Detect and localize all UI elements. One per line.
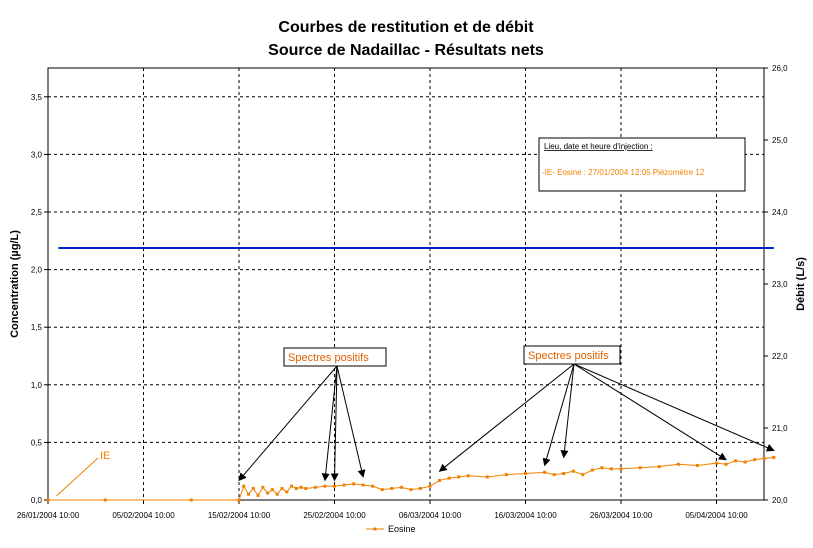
y2-axis-label: Débit (L/s)	[795, 257, 807, 311]
x-tick-label: 06/03/2004 10:00	[398, 511, 462, 520]
eosine-point	[247, 493, 250, 496]
y-axis-ticks	[31, 93, 48, 505]
eosine-point	[505, 473, 508, 476]
eosine-point	[190, 499, 193, 502]
eosine-point	[381, 488, 384, 491]
y-tick-label: 0,5	[30, 438, 42, 448]
eosine-point	[409, 488, 412, 491]
x-tick-label: 25/02/2004 10:00	[303, 511, 366, 520]
eosine-point	[290, 485, 293, 488]
eosine-point	[753, 458, 756, 461]
y-tick-label: 0,0	[30, 496, 42, 505]
x-tick-label: 26/01/2004 10:00	[16, 511, 80, 520]
eosine-point	[276, 493, 279, 496]
eosine-point	[257, 494, 260, 497]
x-axis-ticks	[17, 500, 748, 520]
eosine-point	[323, 485, 326, 488]
injection-box-title: Lieu, date et heure d'injection :	[544, 142, 653, 151]
eosine-point	[252, 487, 255, 490]
eosine-point	[333, 485, 336, 488]
eosine-point	[763, 457, 766, 460]
y2-tick-label: 22,0	[772, 352, 788, 361]
eosine-point	[600, 466, 603, 469]
eosine-point	[400, 486, 403, 489]
eosine-point	[300, 486, 303, 489]
eosine-point	[639, 466, 642, 469]
y-tick-label: 3,0	[30, 150, 42, 160]
eosine-point	[280, 487, 283, 490]
annotation-label: Spectres positifs	[288, 352, 369, 364]
eosine-point	[457, 475, 460, 478]
y-tick-label: 1,5	[30, 323, 42, 333]
eosine-point	[238, 499, 241, 502]
y2-tick-label: 23,0	[772, 280, 788, 289]
legend-swatch-marker	[374, 528, 377, 531]
eosine-point	[429, 485, 432, 488]
eosine-point	[390, 487, 393, 490]
x-tick-label: 05/02/2004 10:00	[112, 511, 175, 520]
eosine-point	[271, 488, 274, 491]
y2-axis-ticks	[764, 64, 788, 505]
eosine-point	[104, 499, 107, 502]
x-tick-label: 26/03/2004 10:00	[589, 511, 653, 520]
eosine-point	[581, 473, 584, 476]
plot-area	[48, 68, 764, 500]
y-tick-label: 1,0	[30, 380, 42, 390]
x-tick-label: 16/03/2004 10:00	[494, 511, 557, 520]
eosine-point	[486, 475, 489, 478]
y2-tick-label: 26,0	[772, 64, 788, 73]
eosine-point	[314, 486, 317, 489]
y-axis-label: Concentration (µg/L)	[9, 230, 21, 338]
eosine-point	[362, 484, 365, 487]
eosine-point	[304, 487, 307, 490]
eosine-point	[448, 477, 451, 480]
eosine-point	[295, 487, 298, 490]
eosine-point	[715, 462, 718, 465]
eosine-point	[438, 479, 441, 482]
injection-box	[539, 138, 745, 191]
eosine-point	[261, 486, 264, 489]
eosine-point	[419, 487, 422, 490]
eosine-point	[610, 467, 613, 470]
eosine-point	[725, 463, 728, 466]
y2-tick-label: 20,0	[772, 496, 788, 505]
legend	[366, 524, 416, 534]
annotation-label: Spectres positifs	[528, 350, 609, 362]
legend-label-eosine: Eosine	[388, 524, 416, 534]
y-tick-label: 2,5	[30, 208, 42, 217]
eosine-point	[543, 471, 546, 474]
chart-title-line-2: Source de Nadaillac - Résultats nets	[268, 42, 544, 59]
eosine-point	[772, 456, 775, 459]
x-tick-label: 15/02/2004 10:00	[207, 511, 271, 520]
y-tick-label: 2,0	[30, 265, 42, 275]
eosine-point	[343, 484, 346, 487]
eosine-point	[371, 485, 374, 488]
eosine-point	[467, 474, 470, 477]
eosine-point	[734, 459, 737, 462]
y2-tick-label: 21,0	[772, 424, 788, 433]
eosine-point	[242, 485, 245, 488]
y-tick-label: 3,5	[30, 92, 42, 102]
y2-tick-label: 25,0	[772, 136, 788, 145]
eosine-point	[285, 490, 288, 493]
eosine-point	[524, 472, 527, 475]
y2-tick-label: 24,0	[772, 208, 788, 217]
eosine-point	[677, 463, 680, 466]
eosine-point	[47, 499, 50, 502]
eosine-point	[266, 492, 269, 495]
eosine-point	[744, 460, 747, 463]
x-tick-label: 05/04/2004 10:00	[685, 511, 748, 520]
chart-title-line-1: Courbes de restitution et de débit	[278, 19, 534, 36]
eosine-point	[352, 482, 355, 485]
eosine-point	[572, 470, 575, 473]
eosine-point	[658, 465, 661, 468]
eosine-point	[620, 467, 623, 470]
eosine-point	[553, 473, 556, 476]
injection-box-text: -IE- Eosine : 27/01/2004 12:05 Piézomètre 12	[542, 168, 705, 177]
injection-label: IE	[100, 450, 111, 462]
eosine-point	[591, 469, 594, 472]
eosine-point	[562, 472, 565, 475]
eosine-point	[696, 464, 699, 467]
